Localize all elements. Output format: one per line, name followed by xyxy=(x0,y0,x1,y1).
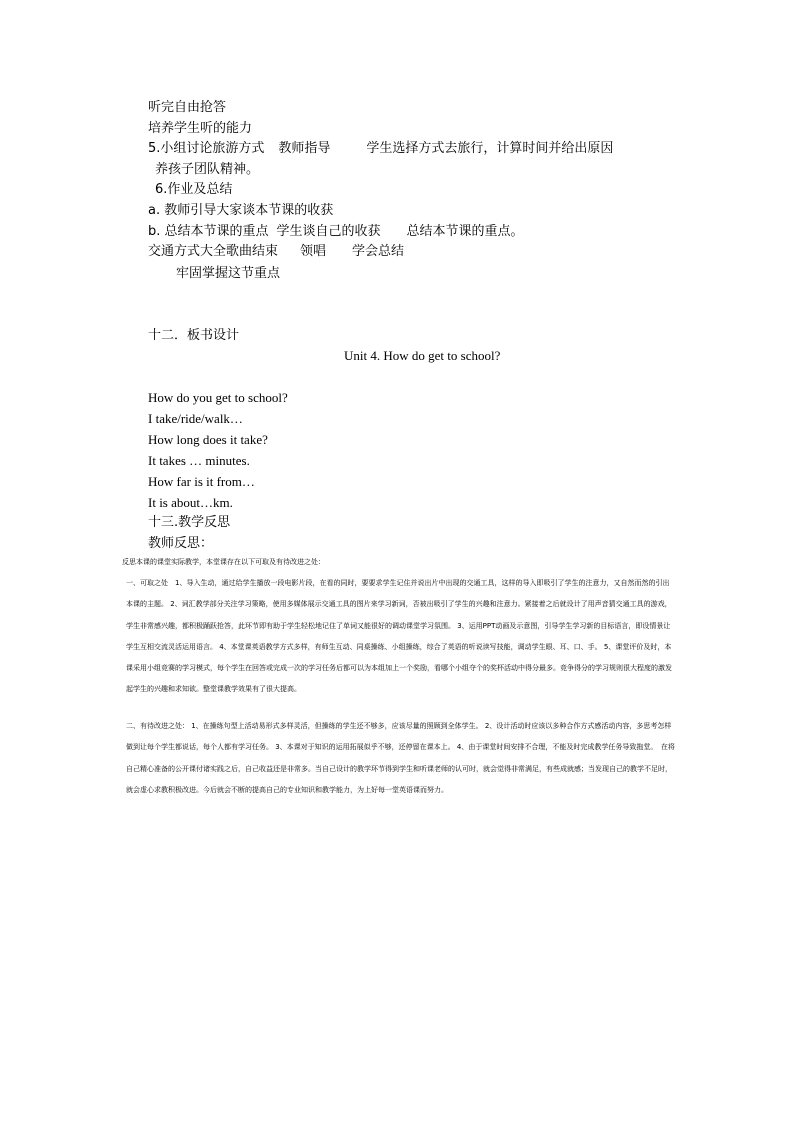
activity-line-9: 牢固掌握这节重点 xyxy=(176,266,281,281)
summary-key-points: b. 总结本节课的重点 xyxy=(148,224,269,239)
board-line-4: It takes … minutes. xyxy=(148,453,250,468)
board-line-5: How far is it from… xyxy=(148,474,255,489)
activity-step-5: 5.小组讨论旅游方式 xyxy=(148,141,265,156)
students-talk-gains: 学生谈自己的收获 xyxy=(276,224,381,239)
activity-line-1: 听完自由抢答 xyxy=(148,100,227,115)
activity-line-3 xyxy=(148,141,613,157)
activity-line-5: 6.作业及总结 xyxy=(155,182,233,197)
activity-line-7 xyxy=(148,224,524,240)
reflection-improvements-text: 二、有待改进之处： 1、在操练句型上活动易形式多样灵活，但操练的学生还不够多，应该尽量的照顾到全体学生。 2、设计活动时应该以多种合作方式感活动内容，多思考怎样做到让每个学生都说话，每个人都有学习任务。 3、本课对于知识的运用拓展似乎不够，还停留在课本上。 4、由于课堂时间安排不合理，不能及时完成教学任务导致拖堂。 在将自己精心准备的公开课付诸实践之后，自己收益还是非常多。当自己设计的教学环节得到学生和听课老师的认可时，就会觉得非常满足，有些成就感；当发现自己的教学不足时，就会虚心求教积极改进。今后就会不断的提高自己的专业知识和教学能力，为上好每一堂英语课而努力。 xyxy=(126,722,675,794)
reflection-intro xyxy=(116,552,676,573)
learn-summary: 学会总结 xyxy=(352,244,405,259)
board-design-heading: 十二．板书设计 xyxy=(148,328,240,343)
board-line-1: How do you get to school? xyxy=(148,390,288,405)
reflection-strengths xyxy=(116,573,676,701)
reflection-subheading: 教师反思： xyxy=(148,536,214,551)
activity-line-4: 养孩子团队精神。 xyxy=(155,162,260,177)
board-line-2: I take/ride/walk… xyxy=(148,411,243,426)
reflection-intro-text: 反思本课的课堂实际教学，本堂课存在以下可取及有待改进之处： xyxy=(122,558,325,566)
student-choose-travel: 学生选择方式去旅行，计算时间并给出原因 xyxy=(366,141,614,156)
activity-line-2: 培养学生听的能力 xyxy=(148,121,253,136)
reflection-heading: 十三.教学反思 xyxy=(148,515,231,530)
activity-line-6: a. 教师引导大家谈本节课的收获 xyxy=(148,203,334,218)
teacher-guide: 教师指导 xyxy=(278,141,331,156)
activity-line-8 xyxy=(148,244,404,260)
song-ending: 交通方式大全歌曲结束 xyxy=(148,244,279,259)
lead-singing: 领唱 xyxy=(300,244,327,259)
summary-key-points-2: 总结本节课的重点。 xyxy=(406,224,524,239)
reflection-strengths-text: 一、可取之处 1、导入生动，通过给学生播放一段电影片段，在看的同时，要要求学生记住并说出片中出现的交通工具，这样的导入即吸引了学生的注意力，又自然而然的引出本课的主题。 2、词汇教学部分关注学习策略，使用多媒体展示交通工具的图片来学习新词，否被出吸引了学生的兴趣和注意力。紧接着之后就设计了用声音猜交通工具的游戏，学生非常感兴趣，都积极踊跃抢答，此环节即有助于学生轻松地记住了单词又能很好的调动课堂学习氛围。 3、运用PPT动画及示意图，引导学生学习新的目标语言，即设情景让学生互相交流灵活运用语言。 4、本堂课英语教学方式多样，有师生互动、同桌操练、小组操练，综合了英语的听说读写技能，调动学生眼、耳、口、手。 5、课堂评价及时，本课采用小组竞赛的学习模式，每个学生在回答或完成一次的学习任务后都可以为本组加上一个奖励，看哪个小组夺个的奖杯活动中得分最多。竞争得分的学习规则很大程度的激发起学生的兴趣和求知欲。整堂课教学效果有了很大提高。 xyxy=(126,579,672,694)
board-title: Unit 4. How do get to school? xyxy=(344,348,501,363)
reflection-improvements xyxy=(116,716,676,801)
board-line-3: How long does it take? xyxy=(148,432,268,447)
board-line-6: It is about…km. xyxy=(148,495,233,510)
